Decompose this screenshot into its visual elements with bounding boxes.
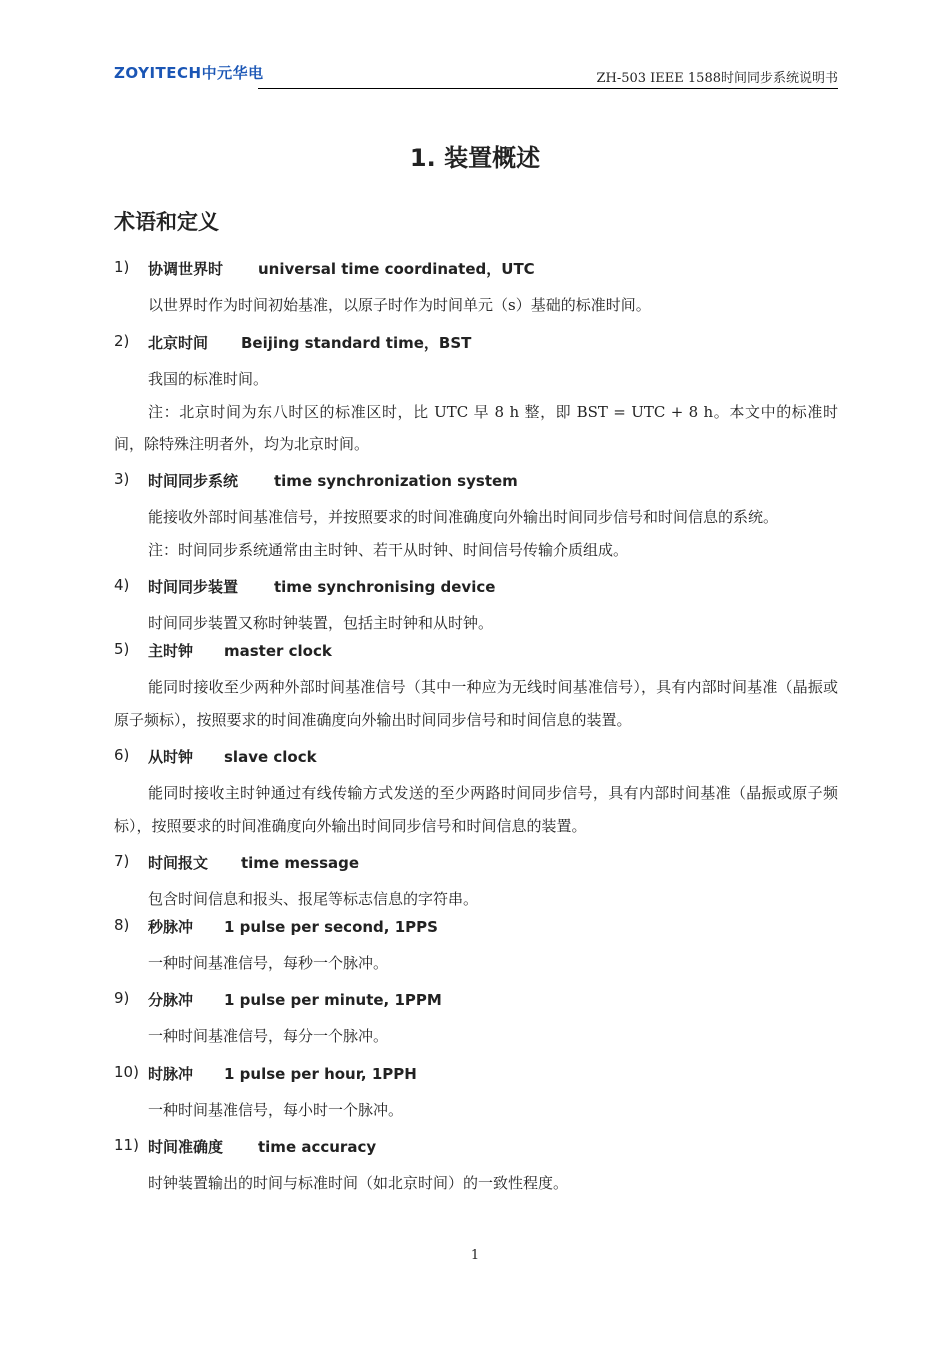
term-english-name: slave clock <box>224 748 317 766</box>
term-chinese-name: 时间同步装置 <box>148 578 239 596</box>
header-document-title: ZH-503 IEEE 1588时间同步系统说明书 <box>596 71 838 86</box>
term-heading <box>114 470 838 492</box>
term-heading <box>114 989 838 1011</box>
term-number: 1) <box>114 258 130 276</box>
term-number: 4) <box>114 576 130 594</box>
term-chinese-name: 主时钟 <box>148 642 194 660</box>
term-heading <box>114 916 838 938</box>
term-number: 5) <box>114 640 130 658</box>
term-number: 2) <box>114 332 130 350</box>
term-heading <box>114 1136 838 1158</box>
term-chinese-name: 时间同步系统 <box>148 472 239 490</box>
term-entry <box>114 746 838 842</box>
term-chinese-name: 时间报文 <box>148 854 209 872</box>
term-english-name: universal time coordinated，UTC <box>258 260 535 278</box>
term-definition: 时间同步装置又称时钟装置，包括主时钟和从时钟。 <box>148 614 494 632</box>
term-name <box>148 916 438 937</box>
term-heading <box>114 1063 838 1085</box>
term-english-name: time synchronization system <box>274 472 518 490</box>
term-number: 8) <box>114 916 130 934</box>
term-entry <box>114 470 838 566</box>
section-title: 术语和定义 <box>114 210 219 234</box>
term-name <box>148 1063 417 1084</box>
term-name <box>148 640 332 661</box>
term-definition: 能同时接收至少两种外部时间基准信号（其中一种应为无线时间基准信号），具有内部时间基准（晶振或原子频标），按照要求的时间准确度向外输出时间同步信号和时间信息的装置。 <box>114 678 838 729</box>
term-chinese-name: 时间准确度 <box>148 1138 224 1156</box>
term-name <box>148 470 518 491</box>
term-chinese-name: 从时钟 <box>148 748 194 766</box>
term-heading <box>114 746 838 768</box>
term-entry <box>114 989 838 1053</box>
term-heading <box>114 258 838 280</box>
term-heading <box>114 332 838 354</box>
company-logo: ZOYITECH中元华电 <box>114 64 264 82</box>
term-definition: 能同时接收主时钟通过有线传输方式发送的至少两路时间同步信号，具有内部时间基准（晶振或原子频标），按照要求的时间准确度向外输出时间同步信号和时间信息的装置。 <box>114 784 838 835</box>
term-name <box>148 576 495 597</box>
term-definition: 能接收外部时间基准信号，并按照要求的时间准确度向外输出时间同步信号和时间信息的系统。 <box>148 508 779 526</box>
term-name <box>148 989 442 1010</box>
term-heading <box>114 852 838 874</box>
term-heading <box>114 576 838 598</box>
term-entry <box>114 258 838 322</box>
term-name <box>148 258 535 279</box>
term-english-name: time synchronising device <box>274 578 496 596</box>
term-entry <box>114 640 838 736</box>
header-divider <box>258 88 838 89</box>
term-entry <box>114 576 838 640</box>
term-entry <box>114 332 838 461</box>
term-number: 6) <box>114 746 130 764</box>
term-definition: 一种时间基准信号，每秒一个脉冲。 <box>148 954 389 972</box>
term-definition: 时钟装置输出的时间与标准时间（如北京时间）的一致性程度。 <box>148 1174 569 1192</box>
term-english-name: master clock <box>224 642 332 660</box>
term-definition: 一种时间基准信号，每分一个脉冲。 <box>148 1027 389 1045</box>
term-name <box>148 332 471 353</box>
page-number: 1 <box>470 1248 480 1263</box>
term-name <box>148 852 359 873</box>
term-definition: 以世界时作为时间初始基准，以原子时作为时间单元（s）基础的标准时间。 <box>148 296 651 314</box>
term-english-name: 1 pulse per second, 1PPS <box>224 918 438 936</box>
term-chinese-name: 北京时间 <box>148 334 209 352</box>
term-english-name: Beijing standard time，BST <box>241 334 472 352</box>
term-entry <box>114 1063 838 1127</box>
term-number: 9) <box>114 989 130 1007</box>
term-chinese-name: 秒脉冲 <box>148 918 194 936</box>
term-chinese-name: 分脉冲 <box>148 991 194 1009</box>
term-number: 3) <box>114 470 130 488</box>
term-entry <box>114 1136 838 1200</box>
term-english-name: time accuracy <box>258 1138 377 1156</box>
term-english-name: time message <box>241 854 360 872</box>
term-name <box>148 746 317 767</box>
term-definition: 一种时间基准信号，每小时一个脉冲。 <box>148 1101 404 1119</box>
term-number: 10) <box>114 1063 139 1081</box>
term-english-name: 1 pulse per minute, 1PPM <box>224 991 442 1009</box>
chapter-title: 1. 装置概述 <box>409 144 541 172</box>
term-definition: 我国的标准时间。 <box>148 370 269 388</box>
term-entry <box>114 916 838 980</box>
term-chinese-name: 协调世界时 <box>148 260 224 278</box>
term-english-name: 1 pulse per hour, 1PPH <box>224 1065 417 1083</box>
term-chinese-name: 时脉冲 <box>148 1065 194 1083</box>
term-definition: 包含时间信息和报头、报尾等标志信息的字符串。 <box>148 890 479 908</box>
term-definition: 注：时间同步系统通常由主时钟、若干从时钟、时间信号传输介质组成。 <box>148 540 629 559</box>
term-heading <box>114 640 838 662</box>
term-number: 7) <box>114 852 130 870</box>
term-entry <box>114 852 838 916</box>
term-name <box>148 1136 376 1157</box>
term-number: 11) <box>114 1136 139 1154</box>
term-definition: 注：北京时间为东八时区的标准区时，比 UTC 早 8 h 整，即 BST = UTC + 8 h。本文中的标准时间，除特殊注明者外，均为北京时间。 <box>114 402 838 453</box>
